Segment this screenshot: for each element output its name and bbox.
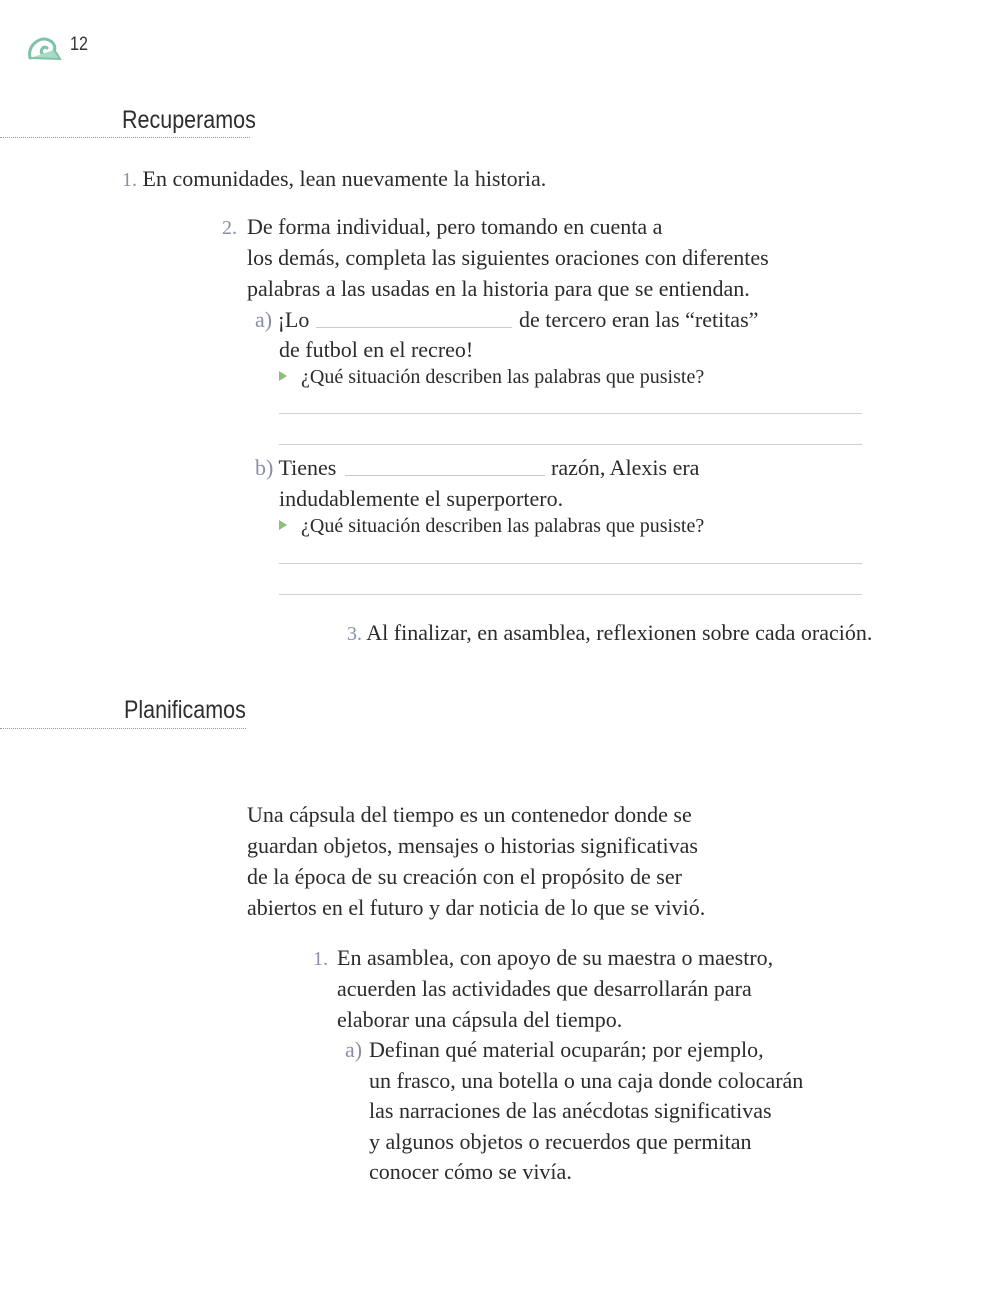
item-number: 1. (122, 169, 137, 191)
answer-line[interactable] (279, 563, 862, 564)
sentence-end: de tercero eran las “retitas” (519, 307, 759, 332)
subitem-letter: b) (255, 455, 274, 480)
answer-line[interactable] (279, 444, 862, 445)
subitem-letter: a) (255, 307, 273, 332)
sentence-start: ¡Lo (277, 307, 310, 332)
subitem-text-line: las narraciones de las anécdotas significativas (369, 1098, 772, 1123)
item-text: En comunidades, lean nuevamente la historia. (142, 166, 547, 191)
intro-line: de la época de su creación con el propósito de ser (247, 864, 682, 889)
subitem-text-line: conocer cómo se vivía. (369, 1159, 572, 1184)
fill-in-blank-a[interactable] (316, 305, 512, 328)
sentence-start: Tienes (278, 455, 337, 480)
list-item (347, 617, 872, 650)
intro-line: Una cápsula del tiempo es un contenedor donde se (247, 802, 692, 827)
item-text-line: En asamblea, con apoyo de su maestra o maestro, (337, 945, 774, 970)
subitem-b (255, 452, 336, 483)
item-text-line: los demás, completa las siguientes oraciones con diferentes (247, 245, 769, 270)
list-item-number (313, 942, 328, 975)
triangle-bullet-icon (279, 520, 287, 530)
subitem-letter: a) (345, 1037, 363, 1062)
fill-in-blank-b[interactable] (345, 453, 545, 476)
sentence-end: razón, Alexis era (551, 455, 700, 480)
list-item (122, 163, 546, 196)
item-text-line: elaborar una cápsula del tiempo. (337, 1007, 623, 1032)
answer-line[interactable] (279, 413, 862, 414)
subitem-a (255, 304, 309, 335)
sentence-line2: de futbol en el recreo! (279, 337, 474, 362)
item-text-line: palabras a las usadas en la historia para que se entiendan. (247, 276, 750, 301)
item-text-line: acuerden las actividades que desarrollarán para (337, 976, 752, 1001)
triangle-bullet-icon (279, 371, 287, 381)
item-number: 3. (347, 623, 362, 645)
question (279, 362, 704, 393)
section-divider (0, 137, 250, 138)
question (279, 511, 704, 542)
intro-line: guardan objetos, mensajes o historias significativas (247, 833, 698, 858)
subitem-text-line: un frasco, una botella o una caja donde colocarán (369, 1068, 804, 1093)
item-number: 2. (222, 217, 237, 239)
answer-line[interactable] (279, 594, 862, 595)
question-text: ¿Qué situación describen las palabras que pusiste? (301, 366, 705, 388)
intro-line: abiertos en el futuro y dar noticia de lo que se vivió. (247, 895, 706, 920)
section-divider (0, 728, 246, 729)
subitem-text-line: y algunos objetos o recuerdos que permitan (369, 1129, 752, 1154)
list-item-number (222, 211, 237, 244)
page-number: 12 (70, 34, 88, 55)
subitem-text-line: Definan qué material ocuparán; por ejemplo, (369, 1037, 764, 1062)
section-title-recuperamos: Recuperamos (122, 106, 256, 134)
question-text: ¿Qué situación describen las palabras que pusiste? (301, 515, 705, 537)
sentence-line2: indudablemente el superportero. (279, 486, 564, 511)
snail-spiral-icon (26, 32, 62, 62)
item-number: 1. (313, 948, 328, 970)
subitem-letter-a (345, 1034, 362, 1065)
item-text: Al finalizar, en asamblea, reflexionen sobre cada oración. (366, 620, 873, 645)
section-title-planificamos: Planificamos (124, 696, 246, 724)
item-text-line: De forma individual, pero tomando en cuenta a (247, 214, 663, 239)
